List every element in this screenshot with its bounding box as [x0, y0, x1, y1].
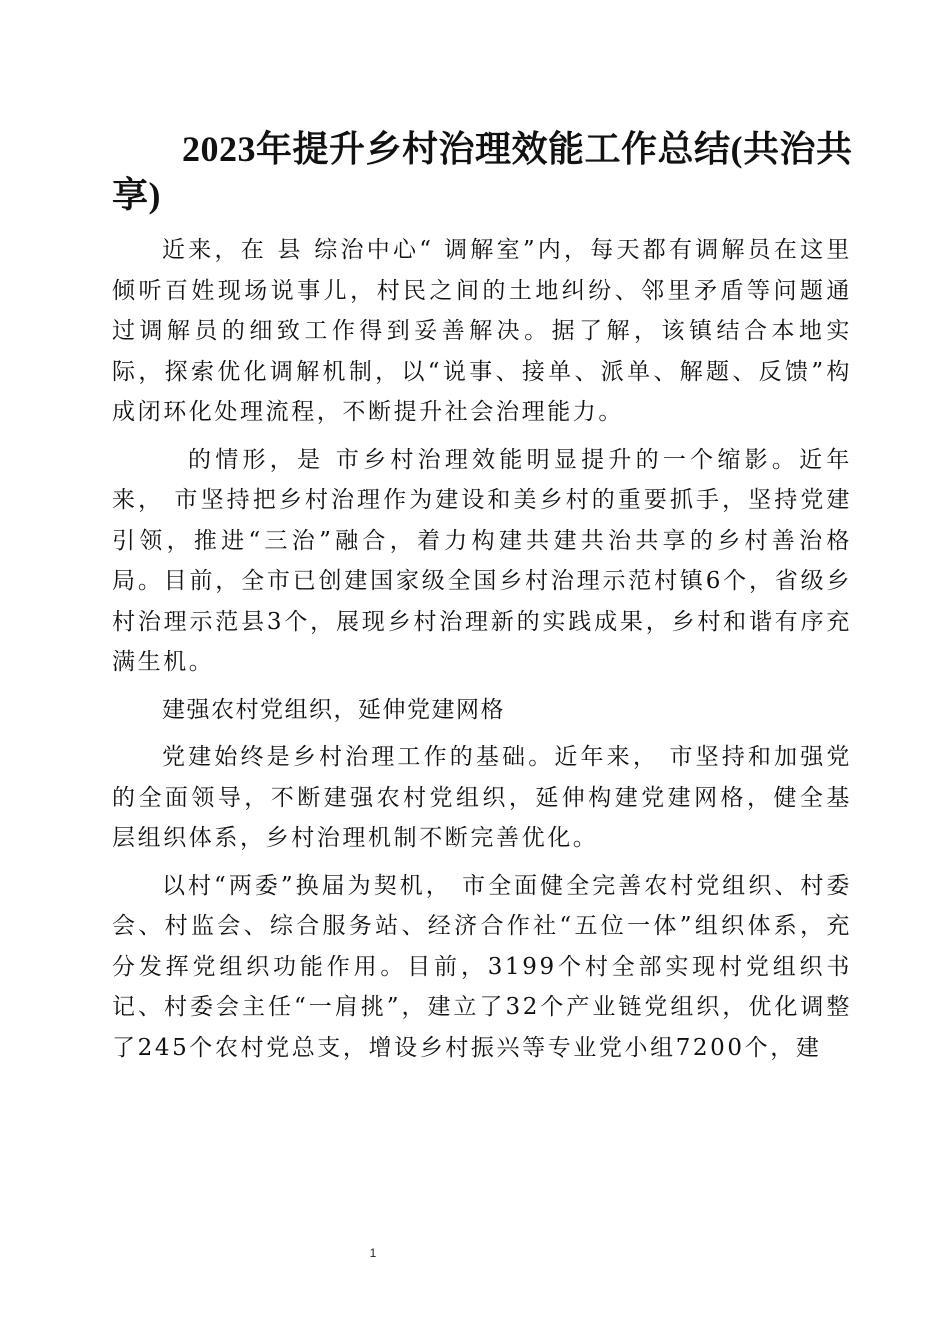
paragraph-mediation-room: 近来，在 县 综治中心“ 调解室”内，每天都有调解员在这里倾听百姓现场说事儿，村民之间的土地纠纷、邻里矛盾等问题通过调解员的细致工作得到妥善解决。据了解，该镇结合本地实际，探索优化调解机制，以“说事、接单、派单、解题、反馈”构成闭环化处理流程，不断提升社会治理能力。 [112, 237, 852, 425]
section-heading-party-organization: 建强农村党组织，延伸党建网格 [162, 696, 505, 723]
page-number: 1 [369, 1246, 377, 1260]
document-body [112, 230, 852, 1075]
paragraph-party-building-foundation: 党建始终是乡村治理工作的基础。近年来， 市坚持和加强党的全面领导，不断建强农村党组织，延伸构建党建网格，健全基层组织体系，乡村治理机制不断完善优化。 [112, 744, 852, 851]
paragraph-organization-system: 以村“两委”换届为契机， 市全面健全完善农村党组织、村委会、村监会、综合服务站、经济合作社“五位一体”组织体系，充分发挥党组织功能作用。目前，3199个村全部实现村党组织书记、村委会主任“一肩挑”，建立了32个产业链党组织，优化调整了245个农村党总支，增设乡村振兴等专业党小组7200个，建 [112, 872, 852, 1061]
document-title: 2023年提升乡村治理效能工作总结(共治共享) [112, 129, 853, 215]
paragraph-governance-overview: 的情形，是 市乡村治理效能明显提升的一个缩影。近年来， 市坚持把乡村治理作为建设和美乡村的重要抓手，坚持党建引领，推进“三治”融合，着力构建共建共治共享的乡村善治格局。目前，全市已创建国家级全国乡村治理示范村镇6个，省级乡村治理示范县3个，展现乡村治理新的实践成果，乡村和谐有序充满生机。 [112, 446, 852, 675]
